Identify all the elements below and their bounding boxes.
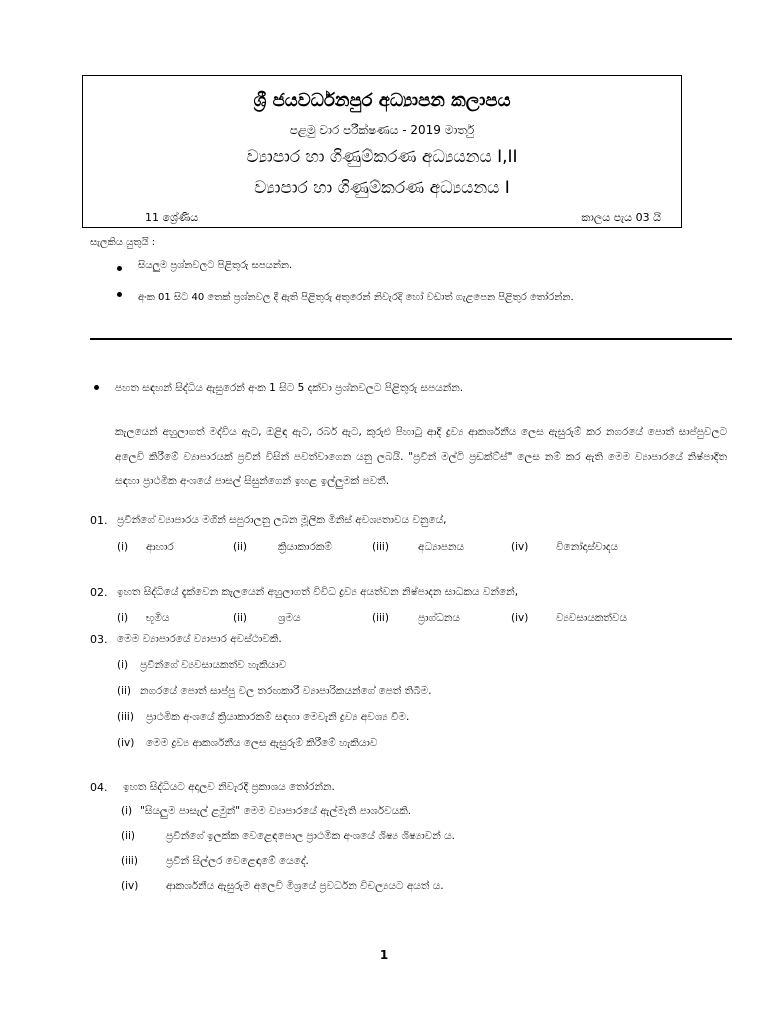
question-number: 01. xyxy=(90,514,108,527)
bullet-icon xyxy=(117,266,122,271)
option-label: (iii) xyxy=(121,855,138,867)
instruction-item: අංක 01 සිට 40 තෙක් ප්‍රශ්නවල දී ඇති පිළිතුරු අතුරෙන් නිවැරදි හෝ වඩාත් ගැළපෙන පිළිතුර තෝරන්න. xyxy=(138,292,574,303)
option-label: (i) xyxy=(117,612,129,624)
option-label: (iv) xyxy=(511,612,529,624)
subject-full: ව්‍යාපාර හා ගිණුම්කරණ අධ්‍යයනය I,II xyxy=(246,147,518,167)
option-label: (iii) xyxy=(117,711,134,723)
option-text: ප්‍රවීන්ගේ ව්‍යවසායකත්ව හැකියාව xyxy=(140,659,287,671)
subject-paper: ව්‍යාපාර හා ගිණුම්කරණ අධ්‍යයනය I xyxy=(254,178,510,198)
question-text: ඉහත සිද්ධියේ දැක්වෙන කැලයෙන් අහුලාගත් විවිධ ද්‍රව්‍ය අයත්වන නිෂ්පාදන සාධකය වන්නේ, xyxy=(117,586,519,598)
option-text: මෙම ද්‍රව්‍ය ආකර්ශනීය ලෙස ඇසුරුම් කිරීමේ හැකියාව xyxy=(146,737,378,749)
bullet-icon xyxy=(117,292,122,297)
exam-name: පළමු වාර පරීක්ෂණය - 2019 මාර්තු xyxy=(289,123,475,137)
option-label: (iii) xyxy=(372,612,389,624)
option-label: (iv) xyxy=(511,541,529,553)
option-text: ප්‍රවීන් සිල්ලර වෙළෙඳාමේ යෙදේ. xyxy=(166,855,309,867)
option-label: (iv) xyxy=(121,880,139,892)
case-passage: කැලයෙන් අහුලාගත් මද්විය ඇට, ඔළිඳ ඇට, රබර් ඇට, කුරුළු පිහාටු ආදි ද්‍රව්‍ය ආකර්ශනීය ලෙස ඇසුරුම් කර නගරයේ පොත් සාප්පුවලට අලෙවි කිරීමේ ව්‍යාපාරයක් ප්‍රවීන් විසින් පවත්වාගෙන යනු ලබයි. "ප්‍රවීන් මල්ටි ප්‍රඩක්ට්ස්" ලෙස නම් කර ඇති මෙම ව්‍යාපාරයේ නිෂ්පාදිත සඳහා ප්‍රාථමික අංශයේ පාසල් සිසුන්ගෙන් ඉහළ ඉල්ලුමක් පවතී. xyxy=(115,426,727,487)
question-text: ඉහත සිද්ධියට අදාලව නිවැරදි ප්‍රකාශය තෝරන්න. xyxy=(123,781,335,793)
instruction-item: සියලුම ප්‍රශ්නවලට පිළිතුරු සපයන්න. xyxy=(138,260,293,271)
option-label: (iii) xyxy=(372,541,389,553)
option-text: අධ්‍යාපනය xyxy=(418,541,465,553)
option-text: ක්‍රියාකාරකම් xyxy=(278,541,332,553)
option-text: ව්‍යවසායකත්වය xyxy=(556,612,628,624)
option-label: (i) xyxy=(117,541,129,553)
section-intro: පහත සඳහන් සිද්ධිය ඇසුරෙන් අංක 1 සිට 5 දක්වා ප්‍රශ්නවලට පිළිතුරු සපයන්න. xyxy=(115,382,464,394)
question-text: ප්‍රවීන්ගේ ව්‍යාපාරය මගින් සපුරාලනු ලබන මූලික මිනිස් අවශ්‍යතාවය වනුයේ, xyxy=(117,514,447,526)
question-number: 02. xyxy=(90,586,108,599)
option-text: ප්‍රාථමික අංශයේ ක්‍රියාකාරකම් සඳහා මෙවැනි ද්‍රව්‍ය අවශ්‍ය වීම. xyxy=(146,711,410,723)
divider xyxy=(90,338,732,340)
header-box xyxy=(82,75,682,228)
instructions-label: සැලකිය යුතුයි : xyxy=(90,237,156,248)
option-text: භූමිය xyxy=(146,612,170,624)
question-text: මෙම ව්‍යාපාරයේ ව්‍යාපාර අවස්ථාවකි. xyxy=(117,633,282,645)
option-text: ආහාර xyxy=(146,541,174,553)
option-label: (ii) xyxy=(121,830,136,842)
option-label: (i) xyxy=(117,659,129,671)
grade-label: 11 ශ්‍රේණිය xyxy=(145,211,199,224)
option-label: (ii) xyxy=(117,685,132,697)
option-text: ශ්‍රමය xyxy=(278,612,301,624)
question-number: 04. xyxy=(90,781,108,794)
option-text: ප්‍රාග්ධනය xyxy=(418,612,460,624)
option-label: (ii) xyxy=(233,541,248,553)
zone-title: ශ්‍රී ජයවර්ධනපුර අධ්‍යාපන කලාපය xyxy=(253,90,511,111)
question-number: 03. xyxy=(90,633,108,646)
option-label: (iv) xyxy=(117,737,135,749)
option-text: ප්‍රවීන්ගේ ඉලක්ක වෙළෙඳපොල ප්‍රාථමික අංශයේ ශිෂ්‍ය ශිෂ්‍යාවන් ය. xyxy=(166,830,455,842)
time-label: කාලය පැය 03 යි xyxy=(581,211,661,224)
option-label: (i) xyxy=(121,805,133,817)
bullet-icon xyxy=(94,385,99,390)
option-text: "සියලුම පාසැල් ළමුන්" මෙම ව්‍යාපාරයේ ඇල්මැති පාර්ශවයකි. xyxy=(140,805,412,817)
option-text: නගරයේ පොත් සාප්පු වල තරඟකාරී ව්‍යාපාරිකයන්ගේ පෙත් තිබීම. xyxy=(140,685,432,697)
page-number: 1 xyxy=(379,948,389,962)
option-text: ආකර්ශනීය ඇසුරුම අලෙවි මිශ්‍රයේ ප්‍රවර්ධන විචල්‍යයට අයත් ය. xyxy=(166,880,444,892)
option-text: විනෝදාස්වාදය xyxy=(556,541,619,553)
option-label: (ii) xyxy=(233,612,248,624)
